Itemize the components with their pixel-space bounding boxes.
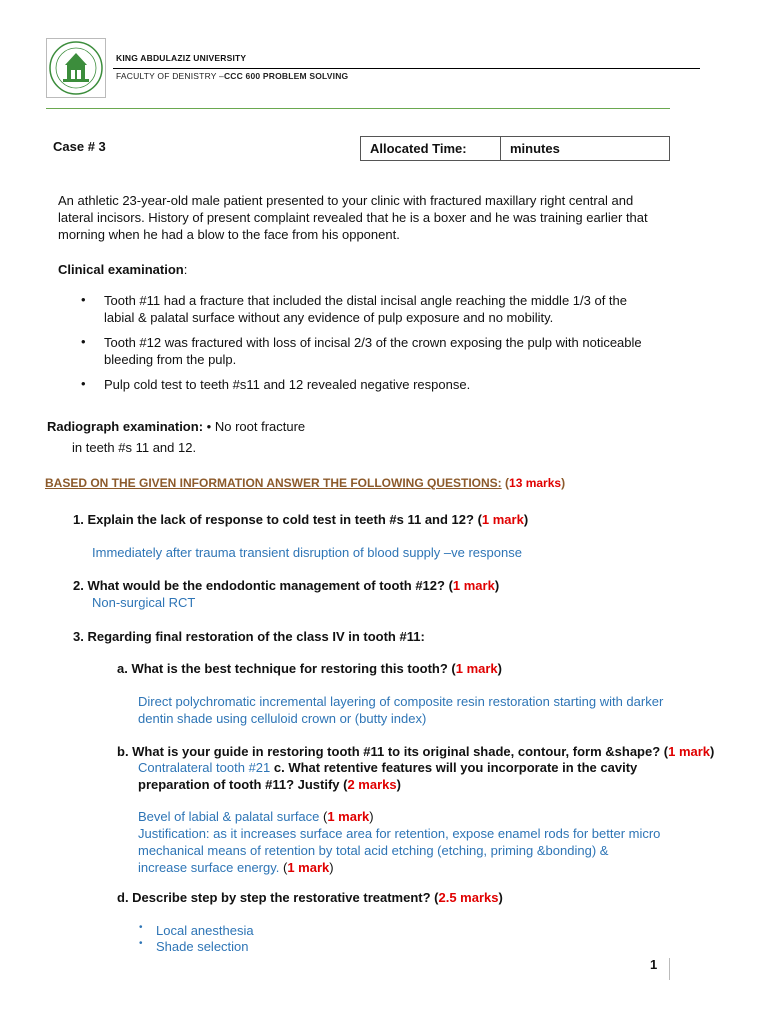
bullet-icon: •: [139, 938, 143, 949]
radiograph-finding-cont: in teeth #s 11 and 12.: [72, 440, 197, 455]
question-3b: [117, 743, 714, 760]
question-3d: [117, 889, 503, 906]
question-3b-close: ): [710, 744, 715, 759]
faculty-line: [116, 71, 348, 81]
justification-line: Justification: as it increases surface area for retention, expose enamel rods for better micro: [138, 826, 661, 841]
question-2-marks: 1 mark: [452, 578, 495, 593]
question-1-text: 1. Explain the lack of response to cold test in teeth #s 11 and 12? (: [73, 512, 482, 527]
question-2-text: 2. What would be the endodontic management of tooth #12? (: [73, 578, 453, 593]
question-3d-text: d. Describe step by step the restorative treatment? (: [117, 890, 439, 905]
justification-line: mechanical means of retention by total acid etching (etching, priming &bonding) &: [138, 843, 609, 858]
clinical-finding-1: [104, 292, 724, 326]
answer-3b-question-3c: [138, 759, 738, 793]
question-3c-marks: 2 marks: [347, 777, 397, 792]
question-1-close: ): [523, 512, 529, 527]
question-3c-text-cont: preparation of tooth #11? Justify (: [138, 777, 348, 792]
allocated-time-value: minutes: [510, 141, 560, 156]
instruction-text: BASED ON THE GIVEN INFORMATION ANSWER THE FOLLOWING QUESTIONS:: [45, 476, 502, 490]
instruction-open: (: [501, 476, 510, 490]
bevel-marks: 1 mark: [327, 809, 370, 824]
clinical-heading-text: Clinical examination: [58, 262, 184, 277]
question-1-marks: 1 mark: [481, 512, 524, 527]
clinical-finding-2: [104, 334, 724, 368]
answer-3b: Contralateral tooth #21: [138, 760, 271, 775]
finding-line: Tooth #12 was fractured with loss of incisal 2/3 of the crown exposing the pulp with noticeable: [104, 335, 642, 350]
questions-instruction: [45, 475, 565, 492]
just-close: ): [329, 860, 334, 875]
justification-end: increase surface energy.: [138, 860, 280, 875]
finding-line: bleeding from the pulp.: [104, 352, 237, 367]
case-label: Case # 3: [53, 139, 106, 154]
question-3b-marks: 1 mark: [668, 744, 711, 759]
university-name: KING ABDULAZIZ UNIVERSITY: [116, 53, 247, 63]
answer-3c: [138, 808, 738, 876]
question-3c-text: c. What retentive features will you incorporate in the cavity: [270, 760, 638, 775]
question-3a-text: a. What is the best technique for restoring this tooth? (: [117, 661, 456, 676]
bevel-line: [138, 808, 738, 825]
answer-1: Immediately after trauma transient disruption of blood supply –ve response: [92, 545, 522, 560]
total-marks: 13 marks: [509, 476, 562, 490]
question-3a-close: ): [497, 661, 502, 676]
answer-line: Direct polychromatic incremental layering of composite resin restoration starting with darker: [138, 694, 664, 709]
question-3d-close: ): [498, 890, 503, 905]
bullet-icon: •: [81, 334, 86, 349]
university-logo: [46, 38, 106, 98]
bullet-icon: •: [139, 922, 143, 933]
bullet-icon: •: [81, 376, 86, 391]
radiograph-heading: Radiograph examination:: [47, 419, 204, 434]
question-3d-marks: 2.5 marks: [438, 890, 499, 905]
justification-line: [138, 859, 738, 876]
answer-3a: [138, 693, 738, 727]
question-3c-line: [138, 776, 738, 793]
intro-line: lateral incisors. History of present complaint revealed that he is a boxer and he was training earlier that: [58, 210, 648, 225]
finding-line: Tooth #11 had a fracture that included the distal incisal angle reaching the middle 1/3 of the: [104, 293, 627, 308]
radiograph-line: [47, 418, 305, 435]
question-1: [73, 511, 528, 528]
justification-marks: 1 mark: [287, 860, 330, 875]
intro-line: An athletic 23-year-old male patient presented to your clinic with fractured maxillary right central and: [58, 193, 634, 208]
allocated-time-label: Allocated Time:: [361, 137, 501, 160]
question-3b-text: b. What is your guide in restoring tooth #11 to its original shade, contour, form &shape? (: [117, 744, 669, 759]
green-divider: [46, 108, 670, 109]
question-2: [73, 577, 499, 594]
question-3: 3. Regarding final restoration of the class IV in tooth #11:: [73, 629, 425, 644]
bullet-icon: •: [81, 292, 86, 307]
step-1: Local anesthesia: [156, 923, 254, 938]
just-open: (: [279, 860, 288, 875]
bevel-text: Bevel of labial & palatal surface: [138, 809, 320, 824]
answer-2: Non-surgical RCT: [92, 595, 196, 610]
radiograph-finding: No root fracture: [214, 419, 306, 434]
page-number: 1: [650, 957, 658, 972]
bevel-close: ): [369, 809, 374, 824]
faculty-prefix: FACULTY OF DENISTRY –: [116, 71, 224, 81]
clinical-finding-3: Pulp cold test to teeth #s11 and 12 revealed negative response.: [104, 377, 471, 392]
clinical-heading-colon: :: [183, 262, 188, 277]
case-description: [58, 192, 730, 243]
allocated-time-box: [360, 136, 670, 161]
answer-line: dentin shade using celluloid crown or (butty index): [138, 711, 427, 726]
course-name: CCC 600 PROBLEM SOLVING: [223, 71, 349, 81]
question-3c-close: ): [396, 777, 401, 792]
finding-line: labial & palatal surface without any evidence of pulp exposure and no mobility.: [104, 310, 554, 325]
header-rule: [113, 68, 700, 69]
step-2: Shade selection: [156, 939, 249, 954]
question-3a: [117, 660, 502, 677]
bullet-icon: •: [206, 419, 212, 434]
clinical-exam-heading: [58, 262, 187, 277]
question-2-close: ): [494, 578, 500, 593]
bevel-open: (: [319, 809, 328, 824]
question-3a-marks: 1 mark: [455, 661, 498, 676]
instruction-close: ): [561, 476, 566, 490]
answer-3b-line: [138, 759, 738, 776]
intro-line: morning when he had a blow to the face from his opponent.: [58, 227, 400, 242]
page-number-divider: [669, 958, 670, 980]
